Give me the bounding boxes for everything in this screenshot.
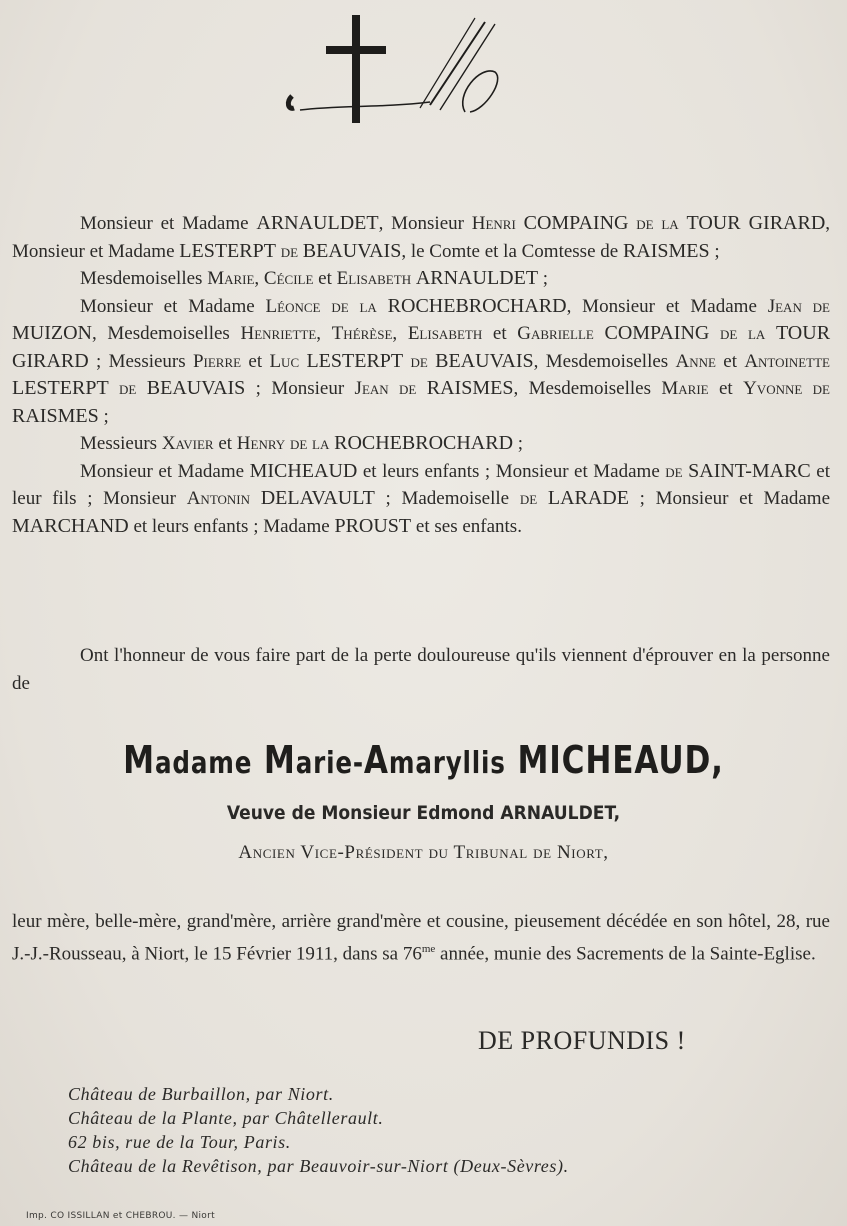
family-paragraph-2: Mesdemoiselles Marie, Cécile et Elisabeth ARNAULDET ; [80, 267, 549, 289]
address-item: Château de la Plante, par Châtellerault. [68, 1108, 384, 1128]
cross-monogram-emblem [280, 10, 510, 130]
address-item: 62 bis, rue de la Tour, Paris. [68, 1132, 291, 1152]
address-item: Château de Burbaillon, par Niort. [68, 1084, 334, 1104]
announcement-text: Ont l'honneur de vous faire part de la perte douloureuse qu'ils viennent d'éprouver en la personne de [12, 645, 830, 694]
family-list [12, 210, 830, 540]
de-profundis: DE PROFUNDIS ! [478, 1026, 686, 1055]
widow-line: Veuve de Monsieur Edmond ARNAULDET, [226, 802, 621, 824]
family-paragraph-3: Monsieur et Madame Léonce de la ROCHEBROCHARD, Monsieur et Madame Jean de MUIZON, Mesdemoiselles Henriette, Thérèse, Elisabeth et Gabrielle COMPAING de la TOUR GIRARD ; Messieurs Pierre et Luc LESTERPT de BEAUVAIS, Mesdemoiselles Anne et Antoinette LESTERPT de BEAUVAIS ; Monsieur Jean de RAISMES, Mesdemoiselles Marie et Yvonne de RAISMES ; [12, 294, 831, 427]
office-line: Ancien Vice-Président du Tribunal de Niort, [238, 842, 609, 863]
family-paragraph-1: Monsieur et Madame ARNAULDET, Monsieur Henri COMPAING de la TOUR GIRARD, Monsieur et Madame LESTERPT de BEAUVAIS, le Comte et la Comtesse de RAISMES ; [12, 212, 831, 262]
family-paragraph-4: Messieurs Xavier et Henry de la ROCHEBROCHARD ; [80, 432, 524, 454]
death-details: leur mère, belle-mère, grand'mère, arrière grand'mère et cousine, pieusement décédée en son hôtel, 28, rue J.-J.-Rousseau, à Niort, le 15 Février 1911, dans sa $76^{me}$ année, munie des Sacrements de la Sainte-Eglise. [12, 911, 830, 964]
family-paragraph-5: Monsieur et Madame MICHEAUD et leurs enfants ; Monsieur et Madame de SAINT-MARC et leur fils ; Monsieur Antonin DELAVAULT ; Mademoiselle de LARADE ; Monsieur et Madame MARCHAND et leurs enfants ; Madame PROUST et ses enfants. [12, 459, 831, 537]
address-item: Château de la Revêtison, par Beauvoir-sur-Niort (Deux-Sèvres). [68, 1156, 569, 1176]
deceased-name: Madame Marie-Amaryllis MICHEAUD, [123, 738, 724, 782]
address-list [68, 1082, 569, 1178]
printer-credit: Imp. CO ISSILLAN et CHEBROU. — Niort [26, 1211, 215, 1221]
monogram-letter: M [440, 80, 441, 81]
